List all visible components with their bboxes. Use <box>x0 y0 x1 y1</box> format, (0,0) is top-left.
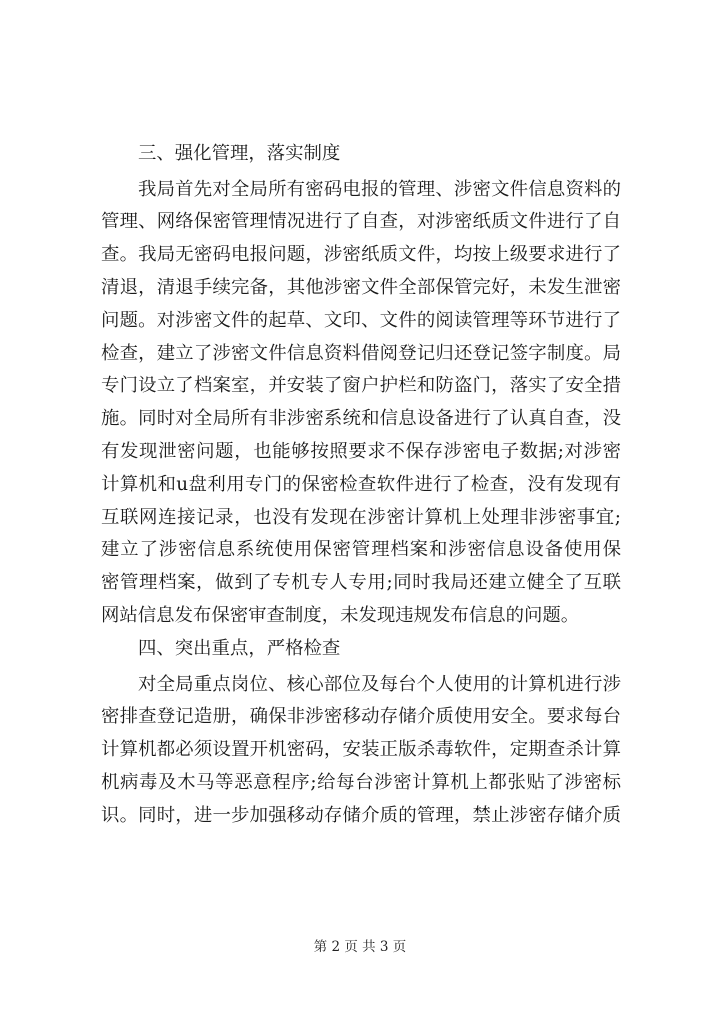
paragraph-line: 检查，建立了涉密文件信息资料借阅登记归还登记签字制度。局 <box>101 343 621 364</box>
paragraph-line: 机病毒及木马等恶意程序;给每台涉密计算机上都张贴了涉密标 <box>101 772 621 793</box>
paragraph-line: 有发现泄密问题，也能够按照要求不保存涉密电子数据;对涉密 <box>101 441 621 462</box>
paragraph-line: 计算机都必须设置开机密码，安装正版杀毒软件，定期查杀计算 <box>101 739 621 760</box>
section-heading: 三、强化管理，落实制度 <box>138 143 341 164</box>
paragraph-line: 专门设立了档案室，并安装了窗户护栏和防盗门，落实了安全措 <box>101 375 621 396</box>
paragraph-line: 建立了涉密信息系统使用保密管理档案和涉密信息设备使用保 <box>101 539 621 560</box>
paragraph-line: 查。我局无密码电报问题，涉密纸质文件，均按上级要求进行了 <box>101 244 621 265</box>
paragraph-line: 我局首先对全局所有密码电报的管理、涉密文件信息资料的 <box>138 179 621 200</box>
paragraph-line: 网站信息发布保密审查制度，未发现违规发布信息的问题。 <box>101 605 580 626</box>
paragraph-line: 施。同时对全局所有非涉密系统和信息设备进行了认真自查，没 <box>101 408 621 429</box>
paragraph-line: 互联网连接记录，也没有发现在涉密计算机上处理非涉密事宜; <box>101 507 621 528</box>
paragraph-line: 密排查登记造册，确保非涉密移动存储介质使用安全。要求每台 <box>101 706 621 727</box>
paragraph-line: 对全局重点岗位、核心部位及每台个人使用的计算机进行涉 <box>138 674 621 695</box>
paragraph-line: 问题。对涉密文件的起草、文印、文件的阅读管理等环节进行了 <box>101 310 621 331</box>
section-heading: 四、突出重点，严格检查 <box>138 638 341 659</box>
paragraph-line: 清退，清退手续完备，其他涉密文件全部保管完好，未发生泄密 <box>101 277 621 298</box>
page-number-footer: 第 2 页 共 3 页 <box>313 939 407 955</box>
paragraph-line: 密管理档案，做到了专机专人专用;同时我局还建立健全了互联 <box>101 572 621 593</box>
paragraph-line: 计算机和u盘利用专门的保密检查软件进行了检查，没有发现有 <box>101 474 621 495</box>
paragraph-line: 管理、网络保密管理情况进行了自查，对涉密纸质文件进行了自 <box>101 211 621 232</box>
paragraph-line: 识。同时，进一步加强移动存储介质的管理，禁止涉密存储介质 <box>101 805 621 826</box>
